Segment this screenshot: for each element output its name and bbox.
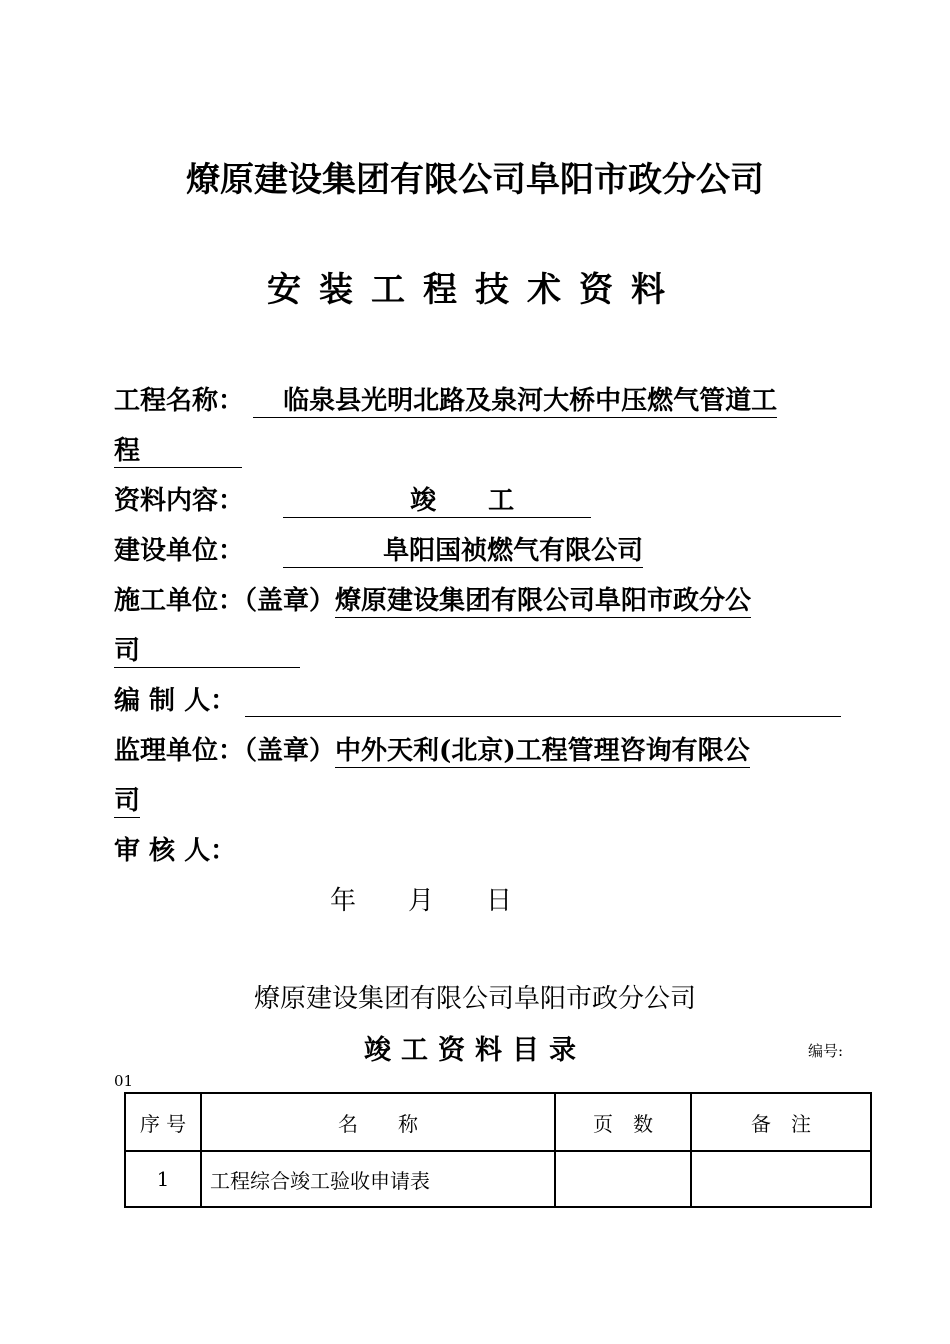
header-note: 备 注 bbox=[691, 1093, 871, 1151]
catalog-table bbox=[124, 1092, 872, 1208]
owner-value: 阜阳国祯燃气有限公司 bbox=[283, 530, 643, 568]
compiler-row bbox=[114, 680, 841, 717]
row-pages bbox=[555, 1151, 691, 1207]
content-row bbox=[114, 480, 591, 518]
catalog-number-value: 01 bbox=[114, 1072, 134, 1090]
owner-row bbox=[114, 530, 643, 568]
content-value: 竣 工 bbox=[283, 480, 591, 518]
content-label: 资料内容： bbox=[114, 486, 245, 516]
reviewer-row bbox=[114, 830, 236, 867]
compiler-value-line bbox=[245, 690, 841, 717]
header-pages: 页 数 bbox=[555, 1093, 691, 1151]
supervisor-seal: （盖章） bbox=[244, 736, 336, 766]
reviewer-label: 审 核 人： bbox=[114, 836, 237, 866]
date-line: 年 月 日 bbox=[330, 886, 513, 916]
supervisor-value: 中外天利(北京)工程管理咨询有限公 bbox=[335, 730, 750, 768]
catalog-title: 竣工资料目录 bbox=[364, 1035, 586, 1066]
contractor-value-cont: 司 bbox=[114, 630, 300, 668]
project-name-row-cont bbox=[114, 430, 242, 468]
catalog-company: 燎原建设集团有限公司阜阳市政分公司 bbox=[253, 984, 696, 1014]
supervisor-row-cont bbox=[114, 780, 140, 818]
owner-label: 建设单位： bbox=[114, 536, 245, 566]
project-name-value: 临泉县光明北路及泉河大桥中压燃气管道工 bbox=[253, 380, 777, 418]
header-name: 名 称 bbox=[201, 1093, 555, 1151]
header-no: 序 号 bbox=[125, 1093, 201, 1151]
catalog-number-label: 编号: bbox=[808, 1042, 844, 1060]
row-note bbox=[691, 1151, 871, 1207]
project-name-value-cont: 程 bbox=[114, 430, 242, 468]
document-title: 安装工程技术资料 bbox=[267, 270, 683, 310]
supervisor-row bbox=[114, 730, 750, 768]
project-name-row bbox=[114, 380, 777, 418]
contractor-seal: （盖章） bbox=[244, 586, 336, 616]
contractor-label: 施工单位： bbox=[114, 586, 245, 616]
contractor-value: 燎原建设集团有限公司阜阳市政分公 bbox=[335, 580, 751, 618]
row-no: 1 bbox=[125, 1151, 201, 1207]
supervisor-value-cont: 司 bbox=[114, 780, 140, 818]
row-name: 工程综合竣工验收申请表 bbox=[201, 1151, 555, 1207]
project-name-label: 工程名称： bbox=[114, 386, 245, 416]
contractor-row-cont bbox=[114, 630, 300, 668]
supervisor-label: 监理单位： bbox=[114, 736, 245, 766]
contractor-row bbox=[114, 580, 751, 618]
company-title: 燎原建设集团有限公司阜阳市政分公司 bbox=[186, 160, 764, 200]
catalog-header-row bbox=[125, 1093, 871, 1151]
table-row bbox=[125, 1151, 871, 1207]
compiler-label: 编 制 人： bbox=[114, 686, 237, 716]
